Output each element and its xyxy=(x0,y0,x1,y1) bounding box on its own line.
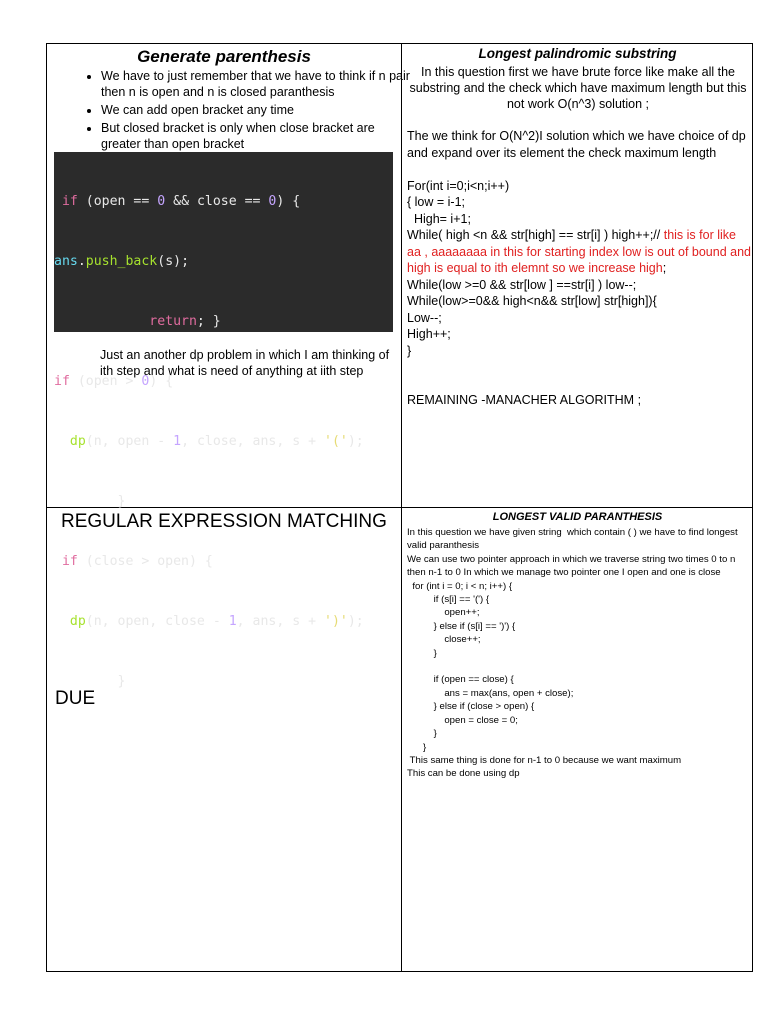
longest-valid-title: LONGEST VALID PARANTHESIS xyxy=(492,511,663,523)
text-line: ans = max(ans, open + close); xyxy=(407,687,574,699)
notes-grid xyxy=(46,43,753,972)
regex-title: REGULAR EXPRESSION MATCHING xyxy=(61,511,387,532)
generate-parenthesis-title: Generate parenthesis xyxy=(137,47,311,66)
generate-parenthesis-bullets xyxy=(79,68,413,154)
text-line: In this question we have given string which contain ( ) we have to find longest valid paranthesis xyxy=(407,527,741,552)
code-line: } xyxy=(54,674,126,689)
text-line: if (s[i] == '(') { xyxy=(407,594,490,606)
text-line: open++; xyxy=(407,607,480,619)
text-line: } else if (s[i] == ')') { xyxy=(407,620,516,632)
bullet-item: • We can add open bracket any time xyxy=(101,102,413,118)
paragraph: The we think for O(N^2)I solution which we have choice of dp and expand over its element the check maximum length xyxy=(407,129,746,160)
text-line: This same thing is done for n-1 to 0 because we want maximum xyxy=(407,754,682,766)
code-line: For(int i=0;i<n;i++) xyxy=(407,178,510,193)
text-line: close++; xyxy=(407,634,481,646)
longest-palindromic-cell xyxy=(402,44,753,507)
regex-cell xyxy=(47,508,401,971)
code-line: dp(n, open, close - 1, ans, s + ')'); xyxy=(69,614,364,629)
longest-palindromic-title: Longest palindromic substring xyxy=(478,46,677,61)
code-line: High++; xyxy=(407,327,451,341)
code-line: { low = i-1; xyxy=(407,195,466,209)
code-text: While( high <n && str[high] == str[i] ) high++;// xyxy=(407,228,664,242)
code-line: High= i+1; xyxy=(407,211,471,226)
code-line: } xyxy=(54,494,126,509)
bullet-item: • We have to just remember that we have to think if n pair then n is open and n is closed paranthesis xyxy=(101,68,413,100)
generate-parenthesis-note: Just an another dp problem in which I am thinking of ith step and what is need of anything at iith step xyxy=(100,348,390,378)
due-label: DUE xyxy=(55,688,96,709)
text-line: open = close = 0; xyxy=(407,714,518,726)
code-line: if (close > open) { xyxy=(61,554,213,569)
text-line: } xyxy=(407,647,437,659)
longest-palindromic-intro: In this question first we have brute force like make all the substring and the check which have maximum length but this not work O(n^3) solution ; xyxy=(409,65,747,111)
text-line: We can use two pointer approach in which we traverse string two times 0 to n then n-1 to 0 In which we manage two pointer one I open and one is close xyxy=(407,553,738,579)
text-line xyxy=(407,660,750,673)
code-line: While(low>=0&& high<n&& str[low] str[high]){ xyxy=(407,294,657,308)
code-line: dp(n, open - 1, close, ans, s + '('); xyxy=(69,434,364,449)
bullet-item: • But closed bracket is only when close bracket are greater than open bracket xyxy=(101,120,413,152)
code-line: ans.push_back(s); xyxy=(54,254,190,269)
text-line: } else if (close > open) { xyxy=(407,701,535,713)
longest-valid-cell xyxy=(402,508,753,971)
longest-palindromic-body xyxy=(407,128,751,409)
code-line xyxy=(407,227,751,277)
longest-valid-body xyxy=(407,526,750,781)
code-line: if (open == 0 && close == 0) { xyxy=(61,194,301,209)
code-line: if (open > 0) { xyxy=(54,374,174,389)
comment-text: this is for like aa , aaaaaaaa in this for starting index low is out of bound and high is equal to ith elemnt so we increase high xyxy=(407,228,751,275)
code-text: ; xyxy=(662,261,667,275)
text-line: } xyxy=(407,728,437,740)
text-line: for (int i = 0; i < n; i++) { xyxy=(407,580,513,592)
remaining-text: REMAINING -MANACHER ALGORITHM ; xyxy=(407,393,642,407)
text-line: This can be done using dp xyxy=(407,768,520,780)
code-line: return; } xyxy=(149,314,221,329)
text-line: if (open == close) { xyxy=(407,674,514,686)
text-line: } xyxy=(407,741,427,753)
code-line: While(low >=0 && str[low ] ==str[i] ) low--; xyxy=(407,277,637,292)
code-line: } xyxy=(407,343,412,358)
code-line: Low--; xyxy=(407,310,442,325)
